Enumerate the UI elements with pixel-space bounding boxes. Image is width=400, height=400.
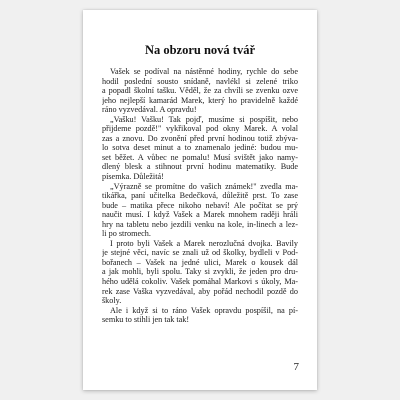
text-line: a popadl školní tašku. Věděl, že za chvíli se zvenku ozve <box>102 86 298 96</box>
text-line: bořanech – Vašek na jedné ulici, Marek o kousek dál <box>102 257 298 267</box>
paragraph <box>102 67 298 115</box>
text-line: tikářka, paní učitelka Bedečková, důležitě prst. To zase <box>102 191 298 201</box>
text-line: naučit musí. I když Vašek a Marek mnohem raději hráli <box>102 210 298 220</box>
text-line: set běžet. A vůbec ne pomalu! Musí svištět jako namy- <box>102 152 298 162</box>
chapter-title: Na obzoru nová tvář <box>144 43 256 57</box>
text-line: písemka. Důležitá! <box>102 172 164 182</box>
text-line: Vašek se podíval na nástěnné hodiny, rychle do sebe <box>110 67 298 76</box>
text-line: semku to stihli jen tak tak! <box>102 315 190 325</box>
page-body-text <box>102 67 298 325</box>
text-line: bude – matika přece nikoho nebaví! Ale počítat se prý <box>102 200 298 210</box>
text-line: hry na tabletu nebo jezdili venku na kole, in-linech a lez- <box>102 219 298 229</box>
text-line: rek zase Vaška vyzvedával, aby pořád nechodil pozdě do <box>102 286 298 296</box>
text-line: ráno vyzvedával. A opravdu! <box>102 105 197 115</box>
text-line: zas a znovu. Do zvonění před první hodinou totiž zbýva- <box>102 133 298 143</box>
text-line: jeho nejlepší kamarád Marek, který ho pravidelně každé <box>102 95 298 105</box>
text-line: li po stromech. <box>102 229 151 239</box>
text-line: I proto byli Vašek a Marek nerozlučná dvojka. Bavily <box>110 238 298 248</box>
text-line: Ale i když si to ráno Vašek opravdu pospíšil, na pí- <box>110 305 298 315</box>
paragraph <box>102 239 298 306</box>
text-line: „Výrazně se promítne do vašich známek!" zvedla ma- <box>110 181 298 191</box>
paragraph <box>102 182 298 239</box>
text-line: školy. <box>102 296 122 306</box>
text-line: „Vašku! Vašku! Tak pojď, musíme si pospíšit, nebo <box>110 114 298 124</box>
text-line: hého udělá cokoliv. Vašek pomáhal Markovi s úkoly, Ma- <box>102 277 298 287</box>
text-line: hodil poslední sousto snídaně, navlékl si zelené triko <box>102 76 298 86</box>
text-line: lo sotva deset minut a to znamenalo jediné: budou mu- <box>102 143 298 153</box>
paragraph <box>102 115 298 182</box>
text-line: je stejné věci, navíc se znali už od školky, bydleli v Pod- <box>102 248 298 258</box>
text-line: a jak mohli, byli spolu. Taky si zvykli, že jeden pro dru- <box>102 267 298 277</box>
page-number: 7 <box>293 361 299 373</box>
book-page <box>83 10 317 390</box>
paragraph <box>102 306 298 325</box>
text-line: přijdeme pozdě!" vykřikoval pod okny Marek. A volal <box>102 124 298 134</box>
text-line: dlený blesk a stihnout první hodinu matematiky. Bude <box>102 162 298 172</box>
